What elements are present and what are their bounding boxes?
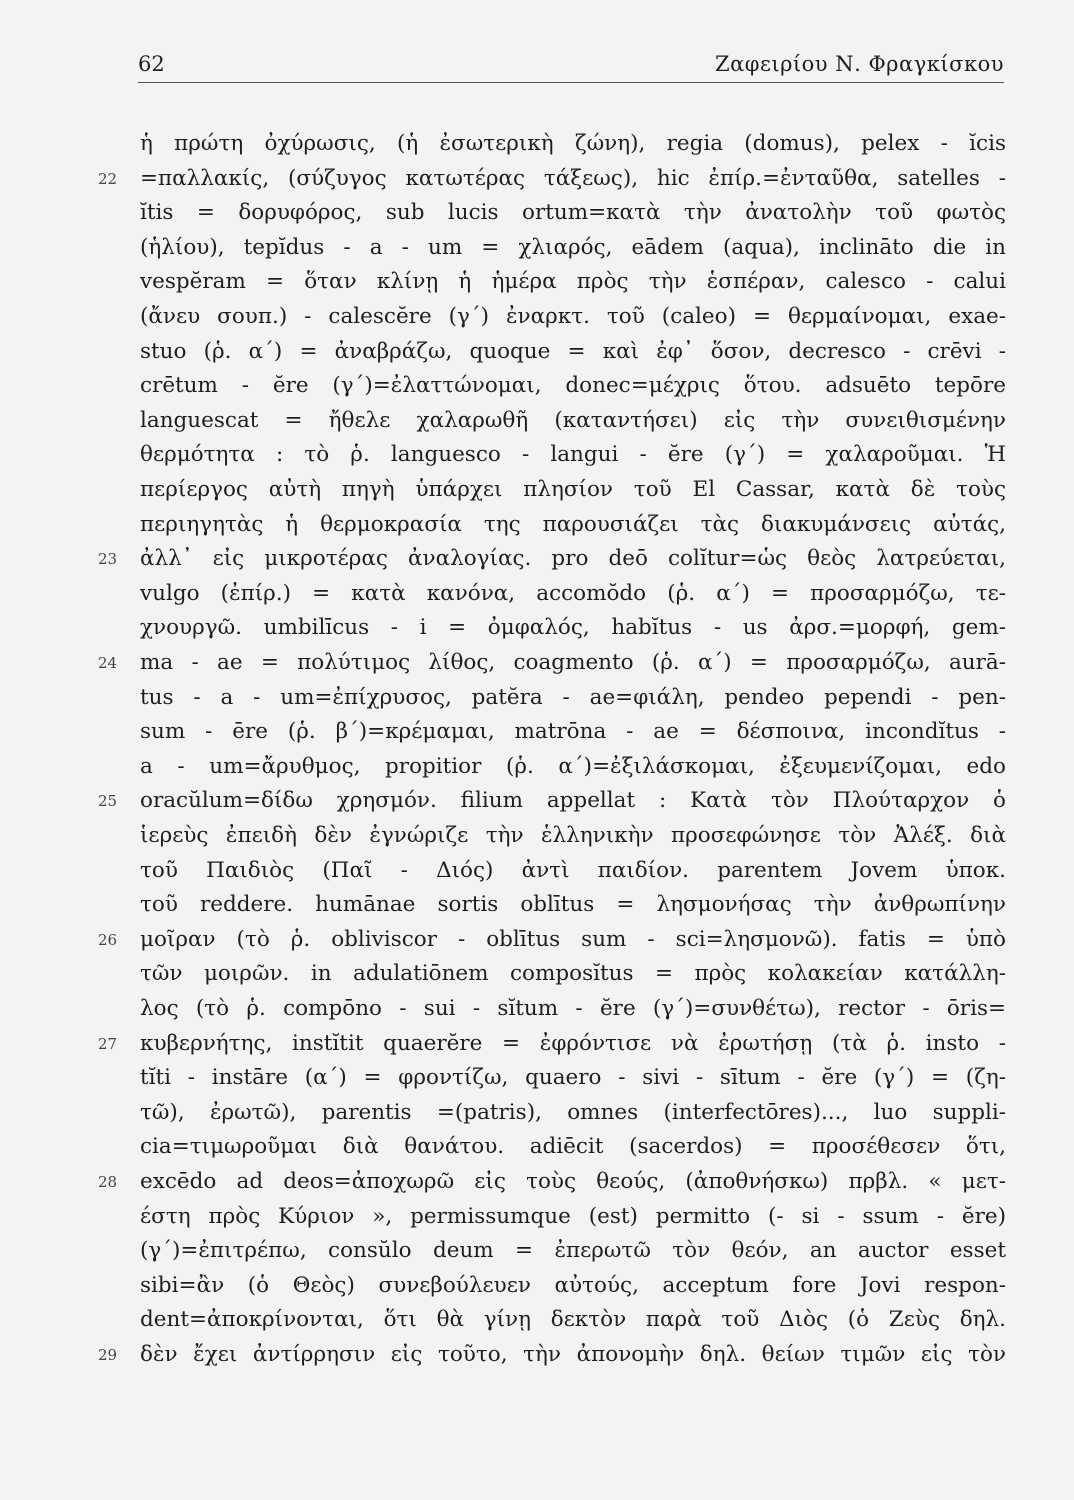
- line-text: ἡ πρώτη ὀχύρωσις, (ἡ ἐσωτερικὴ ζώνη), regia (domus), pelex - ĭcis: [140, 131, 1006, 156]
- line-text: μοῖραν (τὸ ῥ. obliviscor - oblītus sum - sci=λησμονῶ). fatis = ὑπὸ: [140, 926, 1006, 952]
- line-text: stuo (ῥ. α΄) = ἀναβράζω, quoque = καὶ ἐφ᾽ ὅσον, decresco - crēvi -: [140, 338, 1006, 364]
- line-text: sum - ēre (ῥ. β΄)=κρέμαμαι, matrōna - ae = δέσποινα, incondĭtus -: [140, 719, 1006, 745]
- text-line: [140, 1303, 1006, 1337]
- text-line: [140, 611, 1006, 645]
- text-line: [140, 196, 1006, 230]
- text-line: [140, 438, 1006, 472]
- line-number: 27: [98, 1034, 118, 1053]
- line-text: ĭtis = δορυφόρος, sub lucis ortum=κατὰ τὴν ἀνατολὴν τοῦ φωτὸς: [140, 200, 1006, 226]
- line-number: 26: [98, 930, 118, 949]
- line-text: λος (τὸ ῥ. compōno - sui - sĭtum - ĕre (γ΄)=συνθέτω), rector - ōris=: [140, 996, 1006, 1021]
- line-text: vulgo (ἐπίρ.) = κατὰ κανόνα, accomŏdo (ῥ. α΄) = προσαρμόζω, τε-: [140, 580, 1006, 606]
- line-text: a - um=ἄρυθμος, propitior (ῥ. α΄)=ἐξιλάσκομαι, ἐξευμενίζομαι, edo: [140, 753, 1006, 779]
- line-text: (ἄνευ σουπ.) - calescĕre (γ΄) ἐναρκτ. τοῦ (caleo) = θερμαίνομαι, exae-: [140, 304, 1006, 329]
- page-header: [138, 52, 1004, 80]
- running-head: Ζαφειρίου Ν. Φραγκίσκου: [714, 52, 1004, 76]
- line-text: τοῦ Παιδιὸς (Παῖ - Διός) ἀντὶ παιδίον. parentem Jovem ὑποκ.: [140, 857, 1006, 883]
- line-text: τοῦ reddere. humānae sortis oblītus = λησμονήσας τὴν ἀνθρωπίνην: [140, 892, 1006, 918]
- text-line: [140, 508, 1006, 542]
- text-line: [98, 923, 1006, 957]
- line-number: 28: [98, 1173, 118, 1191]
- text-line: [98, 1338, 1006, 1372]
- text-line: [140, 1269, 1006, 1303]
- line-text: ἱερεὺς ἐπειδὴ δὲν ἐγνώριζε τὴν ἑλληνικὴν προσεφώνησε τὸν Ἀλέξ. διὰ: [140, 823, 1006, 848]
- line-text: τῶ), ἐρωτῶ), parentis =(patris), omnes (interfectōres)..., luo suppli-: [140, 1099, 1006, 1125]
- line-text: sibi=ἂν (ὁ Θεὸς) συνεβούλευεν αὐτούς, acceptum fore Jovi respon-: [140, 1272, 1006, 1298]
- line-text: περιηγητὰς ἡ θερμοκρασία της παρουσιάζει τὰς διακυμάνσεις αὐτάς,: [140, 511, 1006, 537]
- text-line: [140, 369, 1006, 403]
- page-number: 62: [138, 52, 165, 76]
- line-text: χνουργῶ. umbilīcus - i = ὀμφαλός, habĭtus - us ἀρσ.=μορφή, gem-: [140, 615, 1006, 641]
- text-line: [98, 646, 1006, 680]
- text-line: [140, 404, 1006, 438]
- line-text: περίεργος αὐτὴ πηγὴ ὑπάρχει πλησίον τοῦ El Cassar, κατὰ δὲ τοὺς: [140, 477, 1006, 502]
- line-text: tus - a - um=ἐπίχρυσος, patĕra - ae=φιάλη, pendeo pependi - pen-: [140, 684, 1006, 710]
- text-line: [140, 819, 1006, 853]
- line-text: languescat = ἤθελε χαλαρωθῆ (καταντήσει) εἰς τὴν συνειθισμένην: [140, 407, 1006, 433]
- text-line: [140, 1130, 1006, 1164]
- text-line: [140, 300, 1006, 334]
- text-line: [140, 1234, 1006, 1268]
- text-line: [140, 715, 1006, 749]
- line-text: θερμότητα : τὸ ῥ. languesco - langui - ĕre (γ΄) = χαλαροῦμαι. Ἡ: [140, 442, 1006, 468]
- text-line: [140, 1200, 1006, 1234]
- line-text: crētum - ĕre (γ΄)=ἐλαττώνομαι, donec=μέχρις ὅτου. adsuēto tepōre: [140, 373, 1006, 399]
- line-text: tĭti - instāre (α΄) = φροντίζω, quaero - sivi - sītum - ĕre (γ΄) = (ζη-: [140, 1065, 1006, 1091]
- text-line: [140, 854, 1006, 888]
- text-line: [140, 992, 1006, 1026]
- text-line: [140, 681, 1006, 715]
- line-number: 22: [98, 169, 118, 188]
- line-text: (ἡλίου), tepĭdus - a - um = χλιαρός, eādem (aqua), inclināto die in: [140, 234, 1006, 260]
- line-text: ἀλλ᾽ εἰς μικροτέρας ἀναλογίας. pro deō colĭtur=ὡς θεὸς λατρεύεται,: [140, 546, 1006, 572]
- line-text: excēdo ad deos=ἀποχωρῶ εἰς τοὺς θεούς, (ἀποθνήσκω) πρβλ. « μετ-: [140, 1169, 1006, 1194]
- text-line: [98, 784, 1006, 818]
- text-line: [140, 473, 1006, 507]
- text-line: [98, 162, 1006, 196]
- text-line: [140, 127, 1006, 161]
- line-text: cia=τιμωροῦμαι διὰ θανάτου. adiēcit (sacerdos) = προσέθεσεν ὅτι,: [140, 1134, 1006, 1160]
- text-line: [98, 1165, 1006, 1199]
- text-line: [140, 231, 1006, 265]
- text-line: [140, 957, 1006, 991]
- header-rule: [138, 82, 1004, 83]
- line-number: 29: [98, 1346, 118, 1364]
- line-number: 23: [98, 550, 118, 569]
- text-line: [140, 888, 1006, 922]
- line-text: oracŭlum=δίδω χρησμόν. filium appellat : Κατὰ τὸν Πλούταρχον ὁ: [140, 788, 1006, 814]
- line-text: (γ΄)=ἐπιτρέπω, consŭlo deum = ἐπερωτῶ τὸν θεόν, an auctor esset: [140, 1238, 1006, 1264]
- text-line: [98, 542, 1006, 576]
- text-line: [140, 750, 1006, 784]
- line-text: τῶν μοιρῶν. in adulatiōnem composĭtus = πρὸς κολακείαν κατάλλη-: [140, 961, 1006, 987]
- text-line: [140, 265, 1006, 299]
- line-text: =παλλακίς, (σύζυγος κατωτέρας τάξεως), hic ἐπίρ.=ἐνταῦθα, satelles -: [140, 165, 1006, 191]
- line-number: 24: [98, 654, 118, 672]
- line-text: δὲν ἔχει ἀντίρρησιν εἰς τοῦτο, τὴν ἀπονομὴν δηλ. θείων τιμῶν εἰς τὸν: [140, 1342, 1006, 1367]
- line-text: έστη πρὸς Κύριον », permissumque (est) permitto (- si - ssum - ĕre): [140, 1203, 1006, 1229]
- line-number: 25: [98, 792, 118, 811]
- line-text: vespĕram = ὅταν κλίνῃ ἡ ἡμέρα πρὸς τὴν ἑσπέραν, calesco - calui: [140, 269, 1006, 295]
- line-text: ma - ae = πολύτιμος λίθος, coagmento (ῥ. α΄) = προσαρμόζω, aurā-: [140, 650, 1006, 675]
- text-line: [140, 577, 1006, 611]
- text-line: [98, 1027, 1006, 1061]
- text-line: [140, 335, 1006, 369]
- line-text: dent=ἀποκρίνονται, ὅτι θὰ γίνῃ δεκτὸν παρὰ τοῦ Διὸς (ὁ Ζεὺς δηλ.: [140, 1307, 1006, 1333]
- text-line: [140, 1061, 1006, 1095]
- text-line: [140, 1096, 1006, 1130]
- line-text: κυβερνήτης, instĭtit quaerĕre = ἐφρόντισε νὰ ἐρωτήσῃ (τὰ ῥ. insto -: [140, 1030, 1006, 1056]
